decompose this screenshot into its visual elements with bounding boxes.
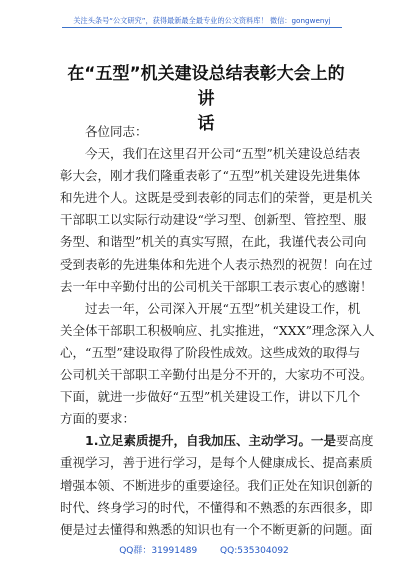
paragraph-2-line: 过去一年，公司深入开展“五型”机关建设工作，机 (85, 300, 361, 316)
section-1 (60, 430, 374, 540)
paragraph-1-line: 受到表彰的先进集体和先进个人表示热烈的祝贺！向在过 (60, 256, 373, 272)
paragraph-2-line: 关全体干部职工积极响应、扎实推进，“XXX”理念深入人 (60, 322, 375, 338)
paragraph-1-line: 去一年中辛勤付出的公司机关干部职工表示衷心的感谢！ (60, 278, 373, 294)
paragraph-1 (60, 143, 373, 298)
paragraph-2 (60, 298, 375, 431)
header-notice-bar (62, 8, 342, 28)
section-1-line: 便是过去懂得和熟悉的知识也有一个不断更新的问题。面 (60, 521, 373, 537)
section-1-line: 增强本领、不断进步的重要途径。我们正处在知识创新的 (60, 477, 373, 493)
paragraph-2-line: 下面，就进一步做好“五型”机关建设工作，讲以下几个 (60, 389, 361, 405)
section-1-heading: 立足素质提升，自我加压、主动学习。 (98, 433, 311, 449)
paragraph-1-line: 今天，我们在这里召开公司“五型”机关建设总结表 (85, 146, 361, 162)
section-1-first-rest: 要高度 (335, 433, 374, 449)
section-1-line: 重视学习，善于进行学习，是每个人健康成长、提高素质 (60, 455, 373, 471)
footer-qq: QQ:535304092 (220, 546, 289, 556)
title-line-2: 话 (197, 114, 215, 134)
paragraph-1-line: 务型、和谐型”机关的真实写照，在此，我谨代表公司向 (60, 234, 367, 250)
footer-qq-group: QQ群：31991489 (119, 546, 198, 556)
document-body (60, 121, 375, 541)
footer-contacts (0, 543, 408, 556)
title-line-1: 在“五型”机关建设总结表彰大会上的讲 (67, 64, 345, 109)
paragraph-1-line: 干部职工以实际行动建设“学习型、创新型、管控型、服 (60, 212, 367, 228)
section-1-lead: 一是 (310, 433, 336, 449)
greeting-text: 各位同志： (85, 124, 148, 139)
paragraph-2-line: 方面的要求： (60, 411, 136, 427)
paragraph-1-line: 和先进个人。这既是受到表彰的同志们的荣誉，更是机关 (60, 190, 373, 206)
section-1-heading-line (60, 430, 374, 452)
paragraph-1-line: 彰大会，刚才我们隆重表彰了“五型”机关建设先进集体 (60, 168, 361, 184)
paragraph-2-line: 公司机关干部职工辛勤付出是分不开的，大家功不可没。 (60, 367, 373, 383)
header-notice: 关注头条号“公文研究”，获得最新最全最专业的公文资料库！ 微信：gongwenyj (73, 16, 331, 25)
section-1-line: 时代、终身学习的时代，不懂得和不熟悉的东西很多，即 (60, 499, 373, 515)
paragraph-2-line: 心，“五型”建设取得了阶段性成效。这些成效的取得与 (60, 344, 361, 360)
greeting (60, 121, 350, 143)
section-1-number: 1. (85, 433, 99, 449)
